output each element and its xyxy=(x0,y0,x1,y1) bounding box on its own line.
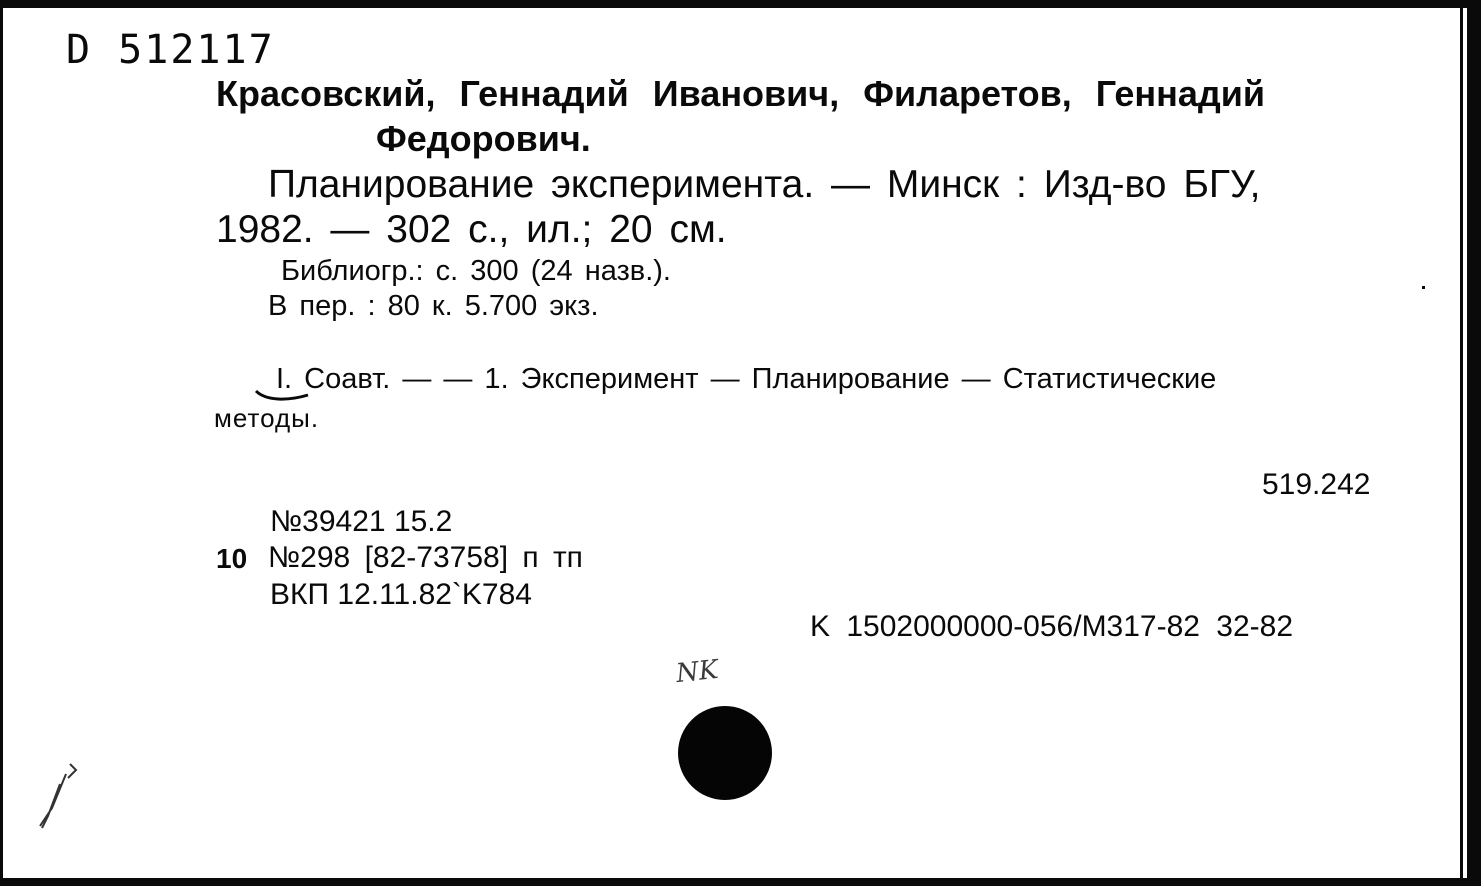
authors-line-1: Красовский, Геннадий Иванович, Филаретов, Геннадий xyxy=(216,73,1266,114)
card-border-right xyxy=(1467,0,1481,886)
copies-count: 10 xyxy=(216,543,248,574)
subject-headings-line-2: методы. xyxy=(214,403,320,433)
margin-pencil-mark xyxy=(30,760,90,830)
scan-speck xyxy=(1422,286,1425,289)
card-border-right-inner xyxy=(1460,0,1463,886)
record-number: №39421 15.2 xyxy=(270,505,453,538)
title-line-2: 1982. — 302 с., ил.; 20 см. xyxy=(216,208,727,251)
authors-line-2: Федорович. xyxy=(376,118,591,159)
subject-headings-line-1: I. Соавт. — — 1. Эксперимент — Планирование — Статистические xyxy=(276,363,1217,395)
punch-hole xyxy=(678,706,772,800)
record-vkp-line: ВКП 12.11.82`K784 xyxy=(270,578,532,611)
bibliography-note: Библиогр.: с. 300 (24 назв.). xyxy=(281,255,671,287)
card-border-bottom xyxy=(0,878,1481,886)
card-border-left xyxy=(0,0,3,886)
record-registration-line: №298 [82-73758] п тп xyxy=(268,541,583,574)
price-and-print-run: В пер. : 80 к. 5.700 экз. xyxy=(268,290,599,322)
publication-code: K 1502000000-056/M317-82 32-82 xyxy=(810,610,1294,643)
title-line-1: Планирование эксперимента. — Минск : Изд-во БГУ, xyxy=(268,163,1261,206)
card-border-top xyxy=(0,0,1481,8)
handwritten-call-number: D 512117 xyxy=(66,27,275,73)
handwritten-annotation: NK xyxy=(674,654,720,690)
udc-classification: 519.242 xyxy=(1262,468,1371,501)
